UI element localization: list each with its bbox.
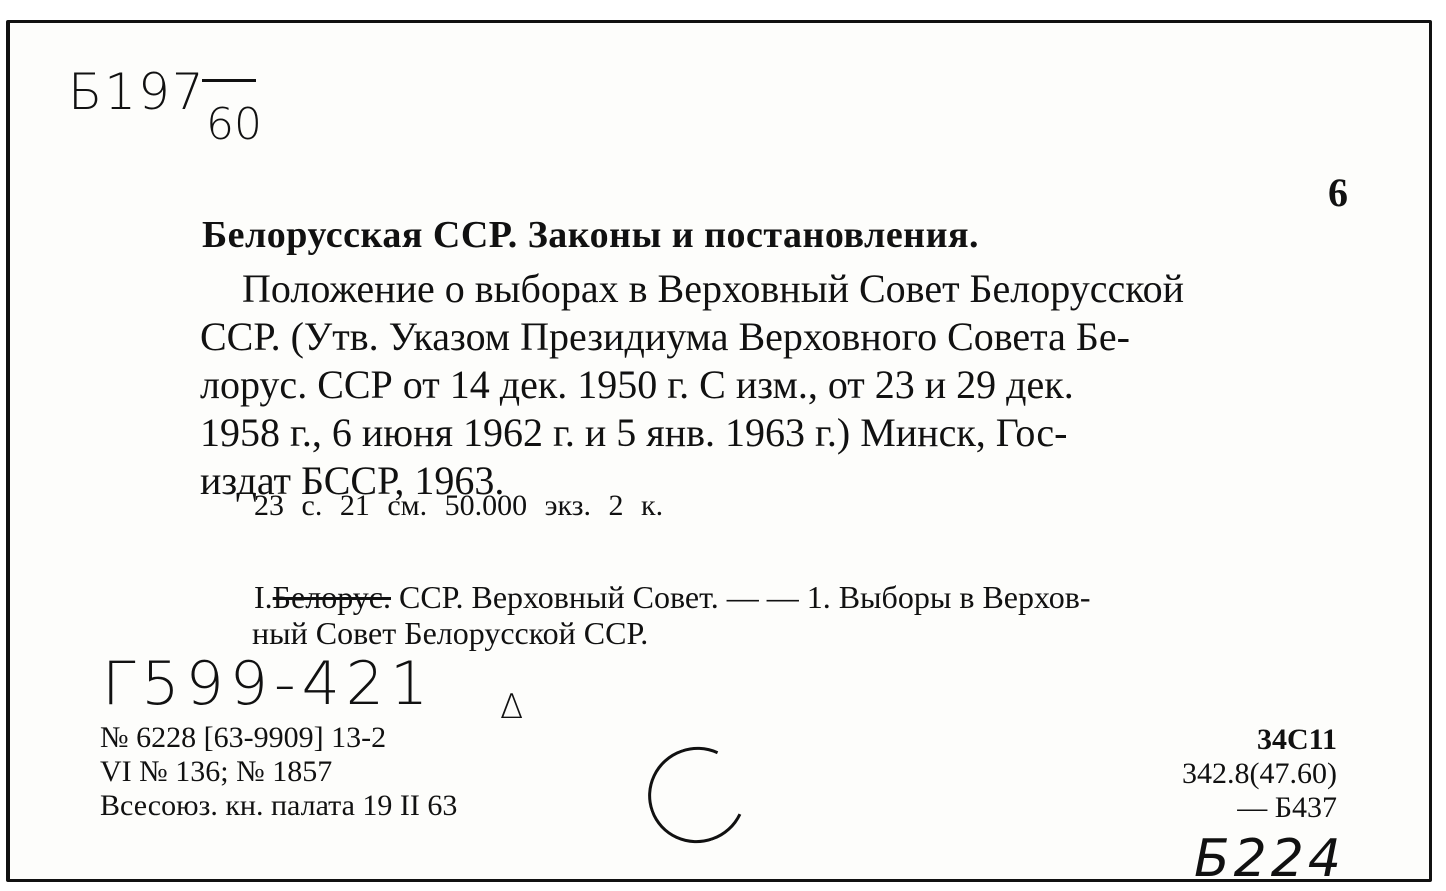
description-line: лорус. ССР от 14 дек. 1950 г. С изм., от 23 и 29 дек. [200, 362, 1074, 407]
heading: Белорусская ССР. Законы и постановления. [202, 214, 980, 256]
tracing-line: ный Совет Белорусской ССР. [252, 615, 649, 651]
call-number-denominator: 60 [206, 99, 262, 150]
tracings [254, 579, 1360, 651]
tracing-text: ССР. Верховный Совет. — — 1. Выборы в Верхов- [398, 579, 1091, 615]
classification [1182, 723, 1337, 825]
imprint-line: VI № 136; № 1857 [100, 755, 333, 788]
handwritten-bottom: Б224 [1194, 829, 1345, 889]
description-line: 1958 г., 6 июня 1962 г. и 5 янв. 1963 г.) Минск, Гос- [200, 410, 1068, 455]
description-block [200, 265, 1360, 505]
call-number: Б197 [68, 63, 206, 121]
imprint [100, 721, 457, 823]
classification-code: 34С11 [1256, 723, 1337, 756]
udc-code: 342.8(47.60) [1182, 757, 1337, 790]
author-mark: — Б437 [1237, 791, 1337, 824]
call-number-fraction-bar [202, 79, 256, 82]
tracing-line [254, 579, 1360, 615]
description-line: издат БССР, 1963. [200, 458, 505, 503]
tracing-prefix: I. [254, 579, 273, 615]
tracing-struck-text: Белорус. [272, 579, 391, 615]
collation: 23 с. 21 см. 50.000 экз. 2 к. [254, 489, 664, 522]
circle-stamp [635, 733, 760, 857]
imprint-line: № 6228 [63-9909] 13-2 [100, 721, 387, 754]
triangle-mark: Δ [500, 687, 524, 727]
card-number: 6 [1328, 170, 1348, 215]
description-line: ССР. (Утв. Указом Президиума Верховного Совета Бе- [200, 314, 1130, 359]
catalog-card [6, 20, 1432, 889]
description-line: Положение о выборах в Верховный Совет Белорусской [242, 266, 1185, 311]
handwritten-number: Г599-421 [102, 649, 435, 719]
imprint-line: Всесоюз. кн. палата 19 II 63 [100, 789, 458, 822]
